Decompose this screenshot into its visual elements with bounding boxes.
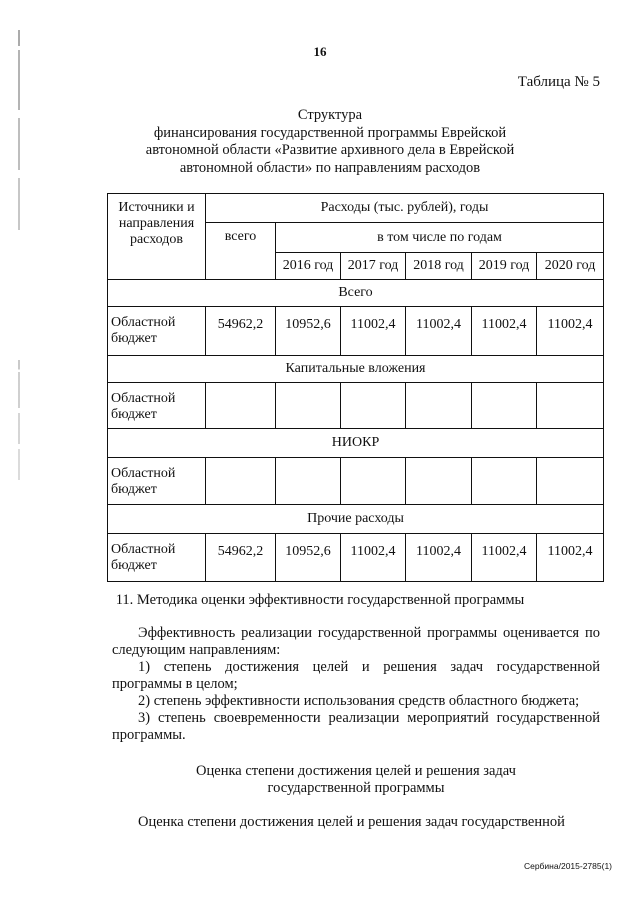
year-header: 2016 год <box>276 253 341 280</box>
cell-value: 11002,4 <box>341 534 406 582</box>
cell-total: 54962,2 <box>206 534 276 582</box>
title-line: Структура <box>297 107 363 123</box>
table-row <box>108 458 604 505</box>
page-number: 16 <box>313 44 327 59</box>
table-label: Таблица № 5 <box>517 74 600 90</box>
cell-value: 11002,4 <box>472 307 537 356</box>
paragraph: Оценка степени достижения целей и решения задач государственной <box>138 814 565 830</box>
cell-total <box>206 458 276 505</box>
header-source: Источники и направления расходов <box>108 194 206 280</box>
subheading-line: Оценка степени достижения целей и решения задач <box>196 763 516 779</box>
year-header: 2017 год <box>341 253 406 280</box>
financing-table <box>107 193 604 582</box>
cell-total <box>206 383 276 429</box>
row-label: Областной бюджет <box>108 307 206 356</box>
table-title <box>110 107 550 177</box>
table-row <box>108 383 604 429</box>
header-total: всего <box>206 223 276 280</box>
cell-value <box>537 383 604 429</box>
cell-value: 11002,4 <box>406 307 472 356</box>
subheading-line: государственной программы <box>267 780 445 796</box>
cell-value: 10952,6 <box>276 307 341 356</box>
subheading <box>112 763 600 797</box>
cell-value <box>472 383 537 429</box>
table-row <box>108 307 604 356</box>
cell-value <box>406 383 472 429</box>
list-item: 2) степень эффективности использования средств областного бюджета; <box>138 693 580 709</box>
section-title: Всего <box>108 280 604 307</box>
cell-value <box>341 383 406 429</box>
section-heading: 11. Методика оценки эффективности государственной программы <box>115 592 525 608</box>
cell-value <box>276 458 341 505</box>
section-title: Прочие расходы <box>108 505 604 534</box>
section-title: Капитальные вложения <box>108 356 604 383</box>
table-row <box>108 534 604 582</box>
cell-total: 54962,2 <box>206 307 276 356</box>
cell-value: 11002,4 <box>537 307 604 356</box>
paragraph: Эффективность реализации государственной программы оценивается по следующим направлениям: <box>112 625 600 658</box>
year-header: 2019 год <box>472 253 537 280</box>
cell-value: 11002,4 <box>537 534 604 582</box>
cell-value <box>537 458 604 505</box>
header-expenses: Расходы (тыс. рублей), годы <box>206 194 604 223</box>
scan-margin-mark <box>18 360 20 480</box>
list-item: 3) степень своевременности реализации мероприятий государственной программы. <box>112 710 600 743</box>
cell-value: 11002,4 <box>341 307 406 356</box>
scan-margin-mark <box>18 30 20 230</box>
row-label: Областной бюджет <box>108 534 206 582</box>
cell-value <box>341 458 406 505</box>
title-line: автономной области» по направлениям расходов <box>179 159 481 176</box>
cell-value: 11002,4 <box>406 534 472 582</box>
row-label: Областной бюджет <box>108 458 206 505</box>
title-line: финансирования государственной программы Еврейской <box>153 124 507 141</box>
title-line: автономной области «Развитие архивного дела в Еврейской <box>145 142 515 158</box>
year-header: 2018 год <box>406 253 472 280</box>
cell-value <box>472 458 537 505</box>
cell-value: 10952,6 <box>276 534 341 582</box>
document-stamp: Сербина/2015-2785(1) <box>523 861 612 871</box>
header-by-years: в том числе по годам <box>276 223 604 253</box>
section-title: НИОКР <box>108 429 604 458</box>
year-header: 2020 год <box>537 253 604 280</box>
cell-value <box>406 458 472 505</box>
list-item: 1) степень достижения целей и решения задач государственной программы в целом; <box>112 659 600 692</box>
cell-value <box>276 383 341 429</box>
cell-value: 11002,4 <box>472 534 537 582</box>
row-label: Областной бюджет <box>108 383 206 429</box>
